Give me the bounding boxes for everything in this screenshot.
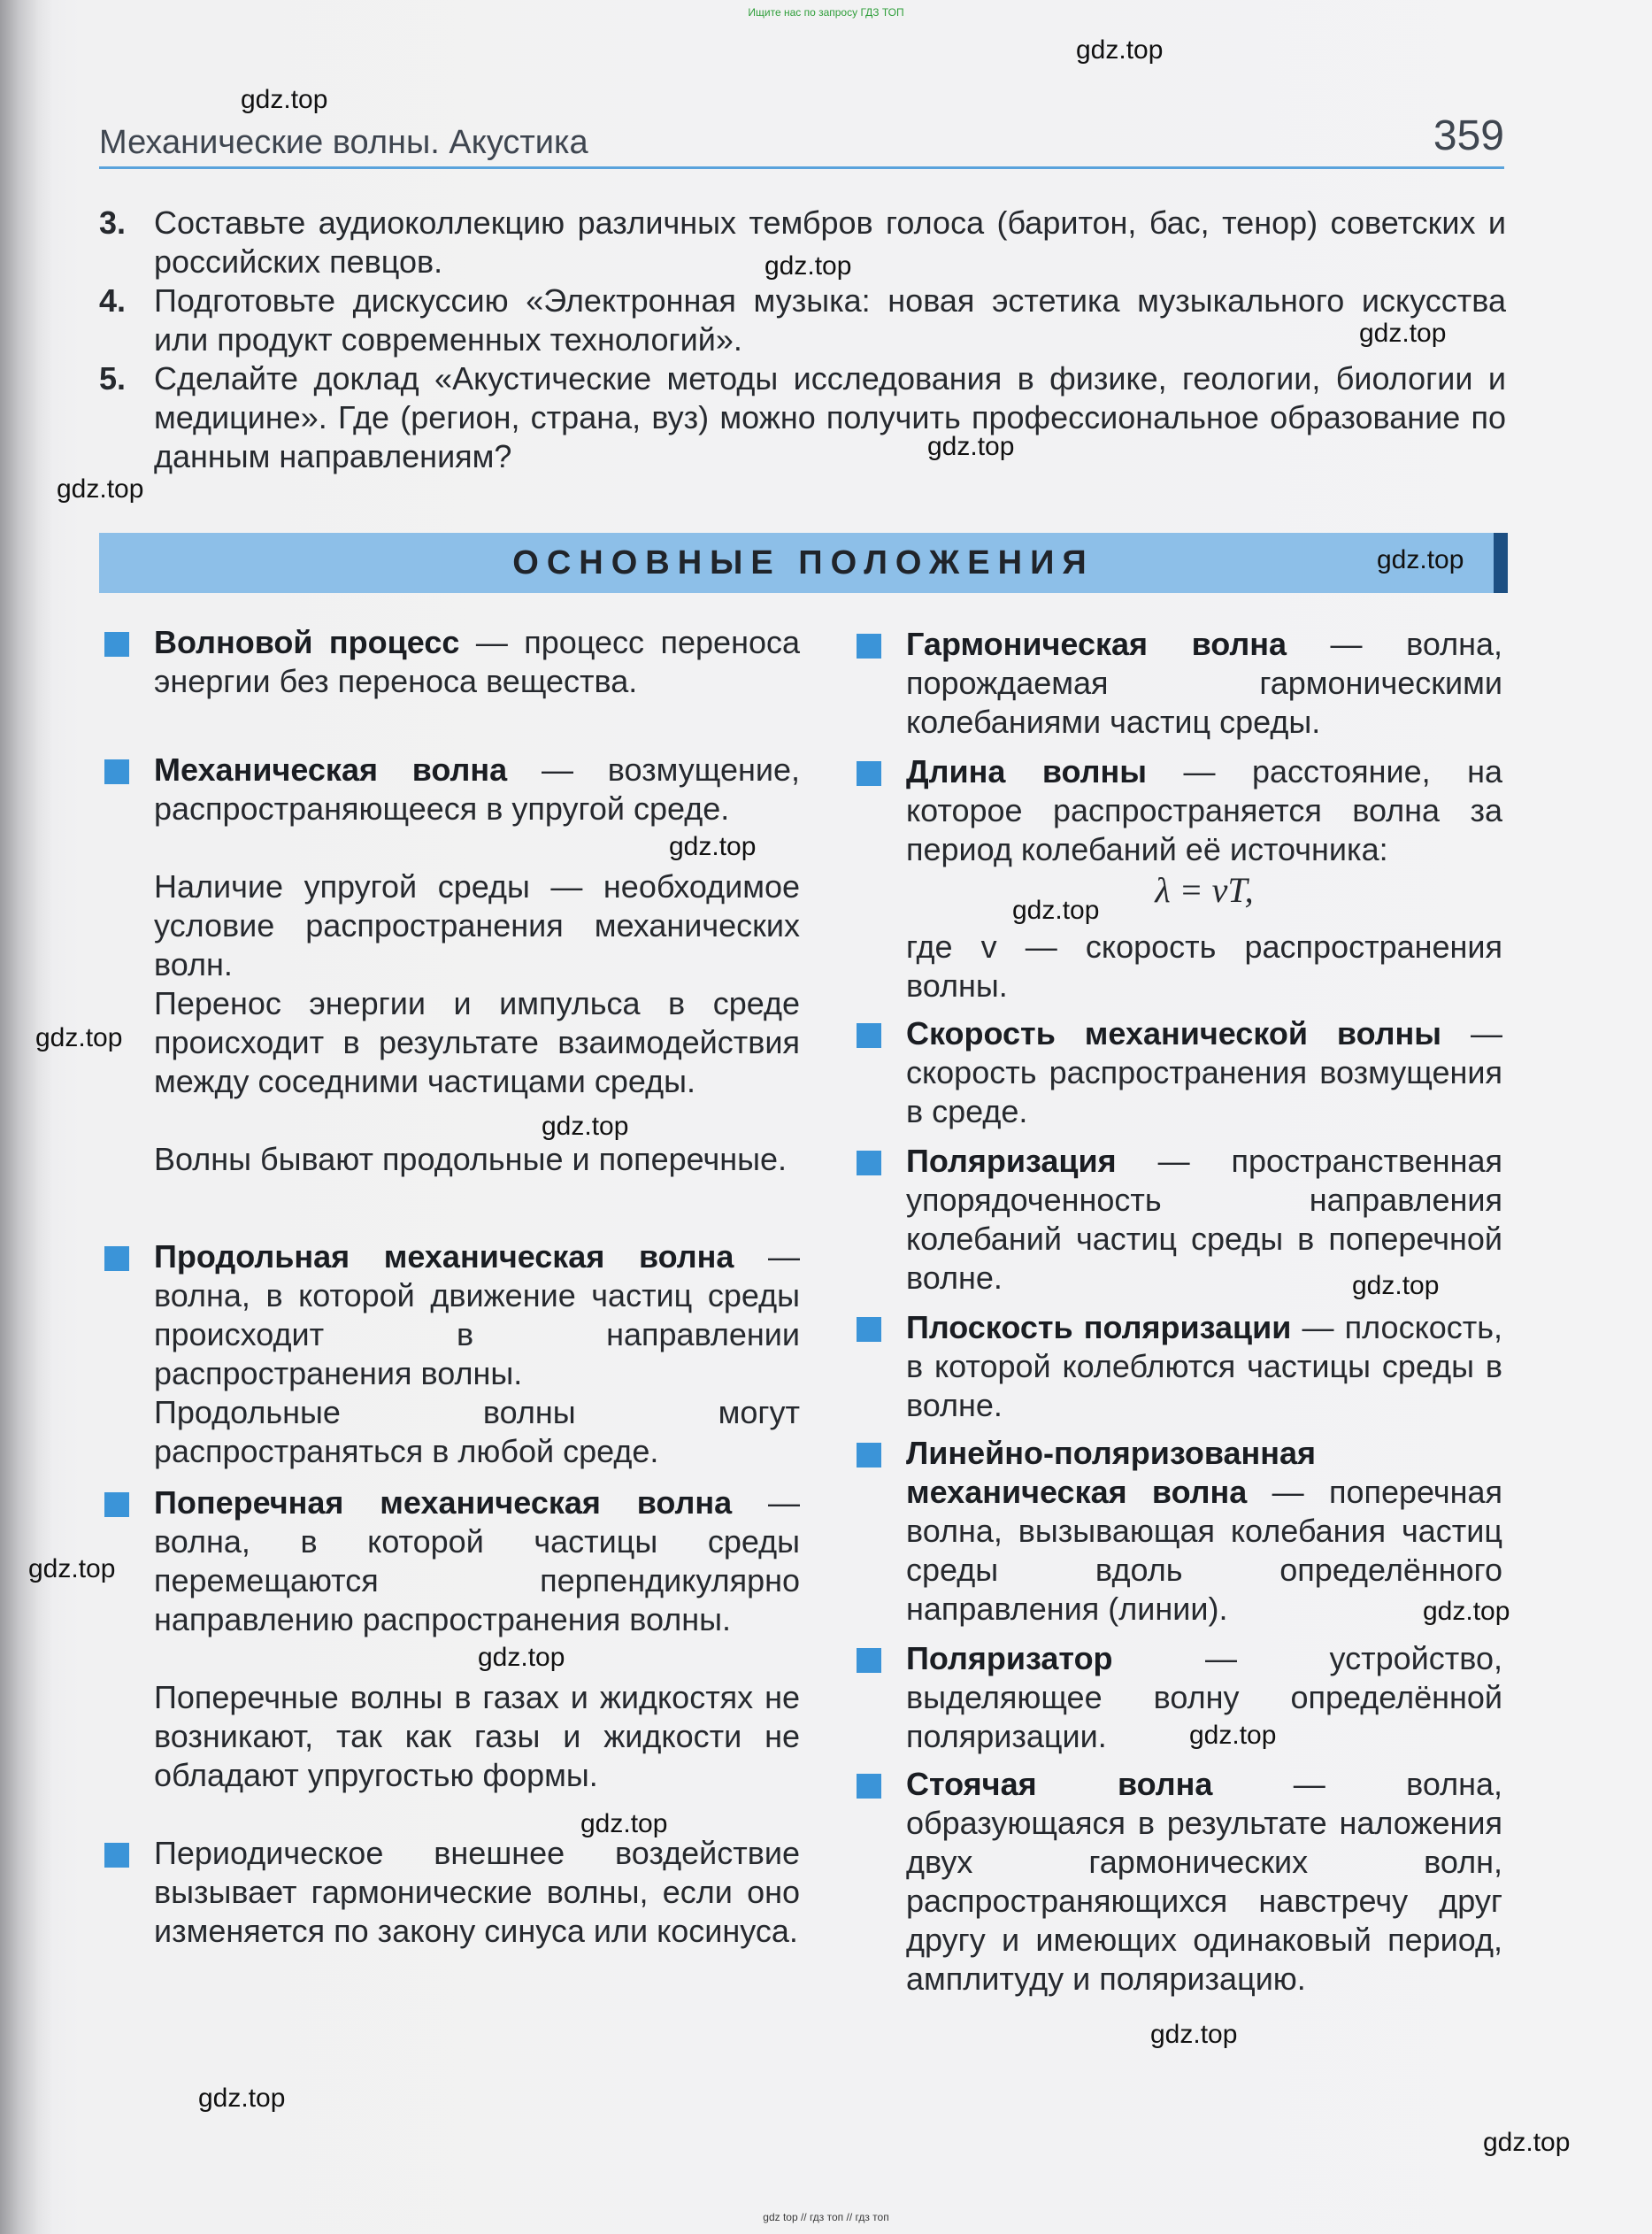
definition-entry: [906, 1765, 1502, 1999]
section-title: ОСНОВНЫЕ ПОЛОЖЕНИЯ: [512, 544, 1095, 582]
bullet-marker: [857, 634, 881, 659]
definition-term: Гармоническая волна: [906, 626, 1287, 662]
watermark: gdz.top: [57, 474, 144, 504]
watermark: gdz.top: [1150, 2020, 1238, 2049]
definition-entry: [906, 1308, 1502, 1425]
definition-text: — плоскость, в которой колеблются частицы среды в волне.: [906, 1309, 1502, 1423]
note-paragraph: [154, 984, 800, 1101]
task-number: 5.: [99, 360, 127, 397]
watermark: gdz.top: [542, 1112, 629, 1141]
task-item: [99, 359, 1506, 476]
definition-entry: [906, 752, 1502, 869]
note-text: где v — скорость распространения волны.: [906, 928, 1502, 1004]
note-text: Волны бывают продольные и поперечные.: [154, 1141, 787, 1177]
definition-term: Стоячая волна: [906, 1766, 1213, 1802]
definition-entry: [906, 1434, 1502, 1629]
task-text: Сделайте доклад «Акустические методы исследования в физике, геологии, биологии и медицине». Где (регион, страна, вуз) можно получить профессиональное образование по данным направлениям?: [154, 360, 1506, 474]
watermark: gdz.top: [478, 1643, 565, 1672]
watermark: gdz.top: [28, 1554, 116, 1583]
definition-term: Длина волны: [906, 753, 1147, 790]
bottom-note: gdz top // гдз топ // гдз топ: [763, 2211, 889, 2223]
task-item: [99, 281, 1506, 359]
definition-text: — возмущение, распространяющееся в упругой среде.: [154, 751, 800, 827]
task-text: Составьте аудиоколлекцию различных тембров голоса (баритон, бас, тенор) советских и российских певцов.: [154, 204, 1506, 280]
definition-text: — волна, в которой частицы среды перемещаются перпендикулярно направлению распространения волны.: [154, 1484, 800, 1637]
task-number: 4.: [99, 282, 127, 319]
note-text: Наличие упругой среды — необходимое условие распространения механических волн.: [154, 868, 800, 982]
definition-term: Механическая волна: [154, 751, 508, 788]
note-paragraph: [154, 1140, 800, 1179]
definition-text: Периодическое внешнее воздействие вызывает гармонические волны, если оно изменяется по закону синуса или косинуса.: [154, 1835, 800, 1949]
definition-entry: [154, 1834, 800, 1951]
definition-text: — поперечная волна, вызывающая колебания частиц среды вдоль определённого направления (линии).: [906, 1474, 1502, 1627]
bullet-marker: [104, 759, 129, 784]
note-text: Перенос энергии и импульса в среде происходит в результате взаимодействия между соседними частицами среды.: [154, 985, 800, 1099]
bullet-marker: [857, 1648, 881, 1673]
bullet-marker: [104, 1492, 129, 1517]
watermark: gdz.top: [1012, 896, 1100, 925]
watermark: gdz.top: [1352, 1271, 1440, 1300]
bullet-marker: [857, 761, 881, 786]
definition-term: Скорость механической волны: [906, 1015, 1442, 1052]
watermark: gdz.top: [927, 432, 1015, 461]
note-text: Продольные волны могут распространяться в любой среде.: [154, 1394, 800, 1469]
definition-text: — волна, в которой движение частиц среды происходит в направлении распространения волны.: [154, 1238, 800, 1391]
page-number: 359: [1433, 112, 1504, 159]
watermark: gdz.top: [1189, 1721, 1277, 1750]
note-paragraph: [154, 1393, 800, 1471]
note-paragraph: [154, 867, 800, 984]
definition-text: — пространственная упорядоченность направления колебаний частиц среды в поперечной волне.: [906, 1143, 1502, 1296]
bullet-marker: [857, 1774, 881, 1799]
definition-text: — скорость распространения возмущения в среде.: [906, 1015, 1502, 1129]
definition-entry: [154, 623, 800, 701]
definition-entry: [154, 1483, 800, 1639]
watermark: gdz.top: [765, 251, 852, 281]
watermark: gdz.top: [580, 1809, 668, 1838]
watermark: gdz.top: [1076, 35, 1164, 65]
header-rule: [99, 166, 1504, 169]
definition-term: Поляризация: [906, 1143, 1117, 1179]
watermark: gdz.top: [1377, 545, 1464, 574]
definition-text: — процесс переноса энергии без переноса вещества.: [154, 624, 800, 699]
watermark: gdz.top: [1359, 319, 1447, 348]
bullet-marker: [857, 1151, 881, 1175]
watermark: gdz.top: [35, 1023, 123, 1052]
note-paragraph: [154, 1678, 800, 1795]
definition-term: Плоскость поляризации: [906, 1309, 1292, 1345]
bullet-marker: [857, 1443, 881, 1468]
bullet-marker: [104, 1843, 129, 1868]
task-text: Подготовьте дискуссию «Электронная музыка: новая эстетика музыкального искусства или продукт современных технологий».: [154, 282, 1506, 358]
definition-term: Волновой процесс: [154, 624, 460, 660]
definition-text: — расстояние, на которое распространяется волна за период колебаний её источника:: [906, 753, 1502, 867]
definition-term: Линейно-поляризованная механическая волна: [906, 1435, 1317, 1510]
bullet-marker: [857, 1317, 881, 1342]
definition-term: Продольная механическая волна: [154, 1238, 734, 1275]
page-header-title: Механические волны. Акустика: [99, 124, 588, 161]
definition-entry: [906, 1014, 1502, 1131]
definition-entry: [906, 625, 1502, 742]
bullet-marker: [104, 632, 129, 657]
top-note: Ищите нас по запросу ГДЗ ТОП: [748, 6, 904, 19]
definition-text: — волна, образующаяся в результате наложения двух гармонических волн, распространяющихся навстречу друг другу и имеющих одинаковый период, амплитуду и поляризацию.: [906, 1766, 1502, 1997]
watermark: gdz.top: [198, 2084, 286, 2113]
definition-entry: [154, 751, 800, 828]
note-text: Поперечные волны в газах и жидкостях не возникают, так как газы и жидкости не обладают упругостью формы.: [154, 1679, 800, 1793]
watermark: gdz.top: [1423, 1597, 1510, 1626]
wavelength-formula: λ = vT,: [1155, 870, 1254, 910]
formula-line: [906, 871, 1502, 911]
watermark: gdz.top: [669, 832, 757, 861]
note-paragraph: [906, 928, 1502, 1005]
definition-entry: [154, 1237, 800, 1393]
definition-term: Поляризатор: [906, 1640, 1113, 1676]
watermark: gdz.top: [241, 85, 328, 114]
definition-text: — устройство, выделяющее волну определённой поляризации.: [906, 1640, 1502, 1754]
task-number: 3.: [99, 204, 127, 241]
definition-text: — волна, порождаемая гармоническими колебаниями частиц среды.: [906, 626, 1502, 740]
bullet-marker: [857, 1023, 881, 1048]
definition-term: Поперечная механическая волна: [154, 1484, 733, 1521]
bullet-marker: [104, 1246, 129, 1271]
watermark: gdz.top: [1483, 2128, 1571, 2157]
